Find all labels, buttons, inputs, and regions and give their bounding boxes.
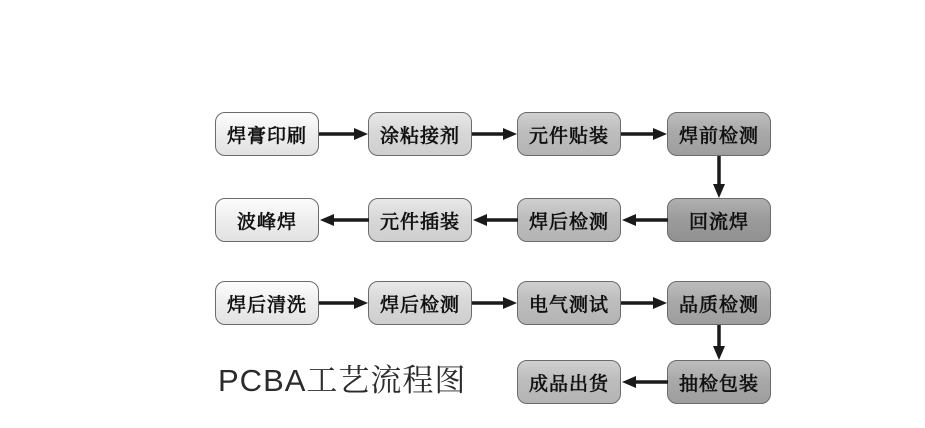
flow-node-pre-solder-inspection[interactable] [667, 112, 771, 156]
flow-arrow-n13-n14 [621, 374, 668, 390]
flow-node-label: 品质检测 [678, 294, 759, 316]
flow-node-label: 焊膏印刷 [226, 125, 307, 147]
flow-node-quality-inspection[interactable] [667, 281, 771, 325]
flow-node-reflow-soldering[interactable] [667, 198, 771, 242]
flow-arrow-n9-n10 [319, 295, 369, 311]
flow-node-component-insertion[interactable] [368, 198, 472, 242]
flow-node-label: 焊后清洗 [226, 294, 307, 316]
flow-node-label: 焊前检测 [678, 125, 759, 147]
flow-arrow-n3-n4 [621, 126, 668, 142]
flow-arrow-n6-n7 [472, 212, 518, 228]
flow-arrow-n5-n6 [621, 212, 668, 228]
flow-node-wave-soldering[interactable] [215, 198, 319, 242]
flow-arrow-n10-n11 [472, 295, 518, 311]
flow-node-sampling-packaging[interactable] [667, 360, 771, 404]
flow-node-label: 焊后检测 [379, 294, 460, 316]
flow-node-label: 回流焊 [688, 211, 749, 233]
flow-arrow-n2-n3 [472, 126, 518, 142]
flow-node-label: 波峰焊 [236, 211, 297, 233]
diagram-title: PCBA工艺流程图 [218, 363, 467, 398]
flow-node-label: 焊后检测 [528, 211, 609, 233]
flow-arrow-n12-n13 [711, 325, 727, 361]
flow-node-adhesive-application[interactable] [368, 112, 472, 156]
flow-node-label: 电气测试 [528, 294, 609, 316]
flow-node-label: 元件插装 [379, 211, 460, 233]
flow-node-label: 抽检包装 [678, 373, 759, 395]
flow-node-label: 涂粘接剂 [379, 125, 460, 147]
flow-node-label: 成品出货 [528, 373, 609, 395]
flow-node-post-solder-inspection-2[interactable] [368, 281, 472, 325]
flow-arrow-n7-n8 [319, 212, 369, 228]
flow-node-finished-goods-shipment[interactable] [517, 360, 621, 404]
flow-node-post-solder-cleaning[interactable] [215, 281, 319, 325]
flow-arrow-n1-n2 [319, 126, 369, 142]
flow-node-component-placement[interactable] [517, 112, 621, 156]
flow-arrow-n4-n5 [711, 156, 727, 199]
flow-node-electrical-test[interactable] [517, 281, 621, 325]
flow-node-post-solder-inspection-1[interactable] [517, 198, 621, 242]
flow-node-label: 元件贴装 [528, 125, 609, 147]
flow-node-solder-paste-printing[interactable] [215, 112, 319, 156]
flow-arrow-n11-n12 [621, 295, 668, 311]
